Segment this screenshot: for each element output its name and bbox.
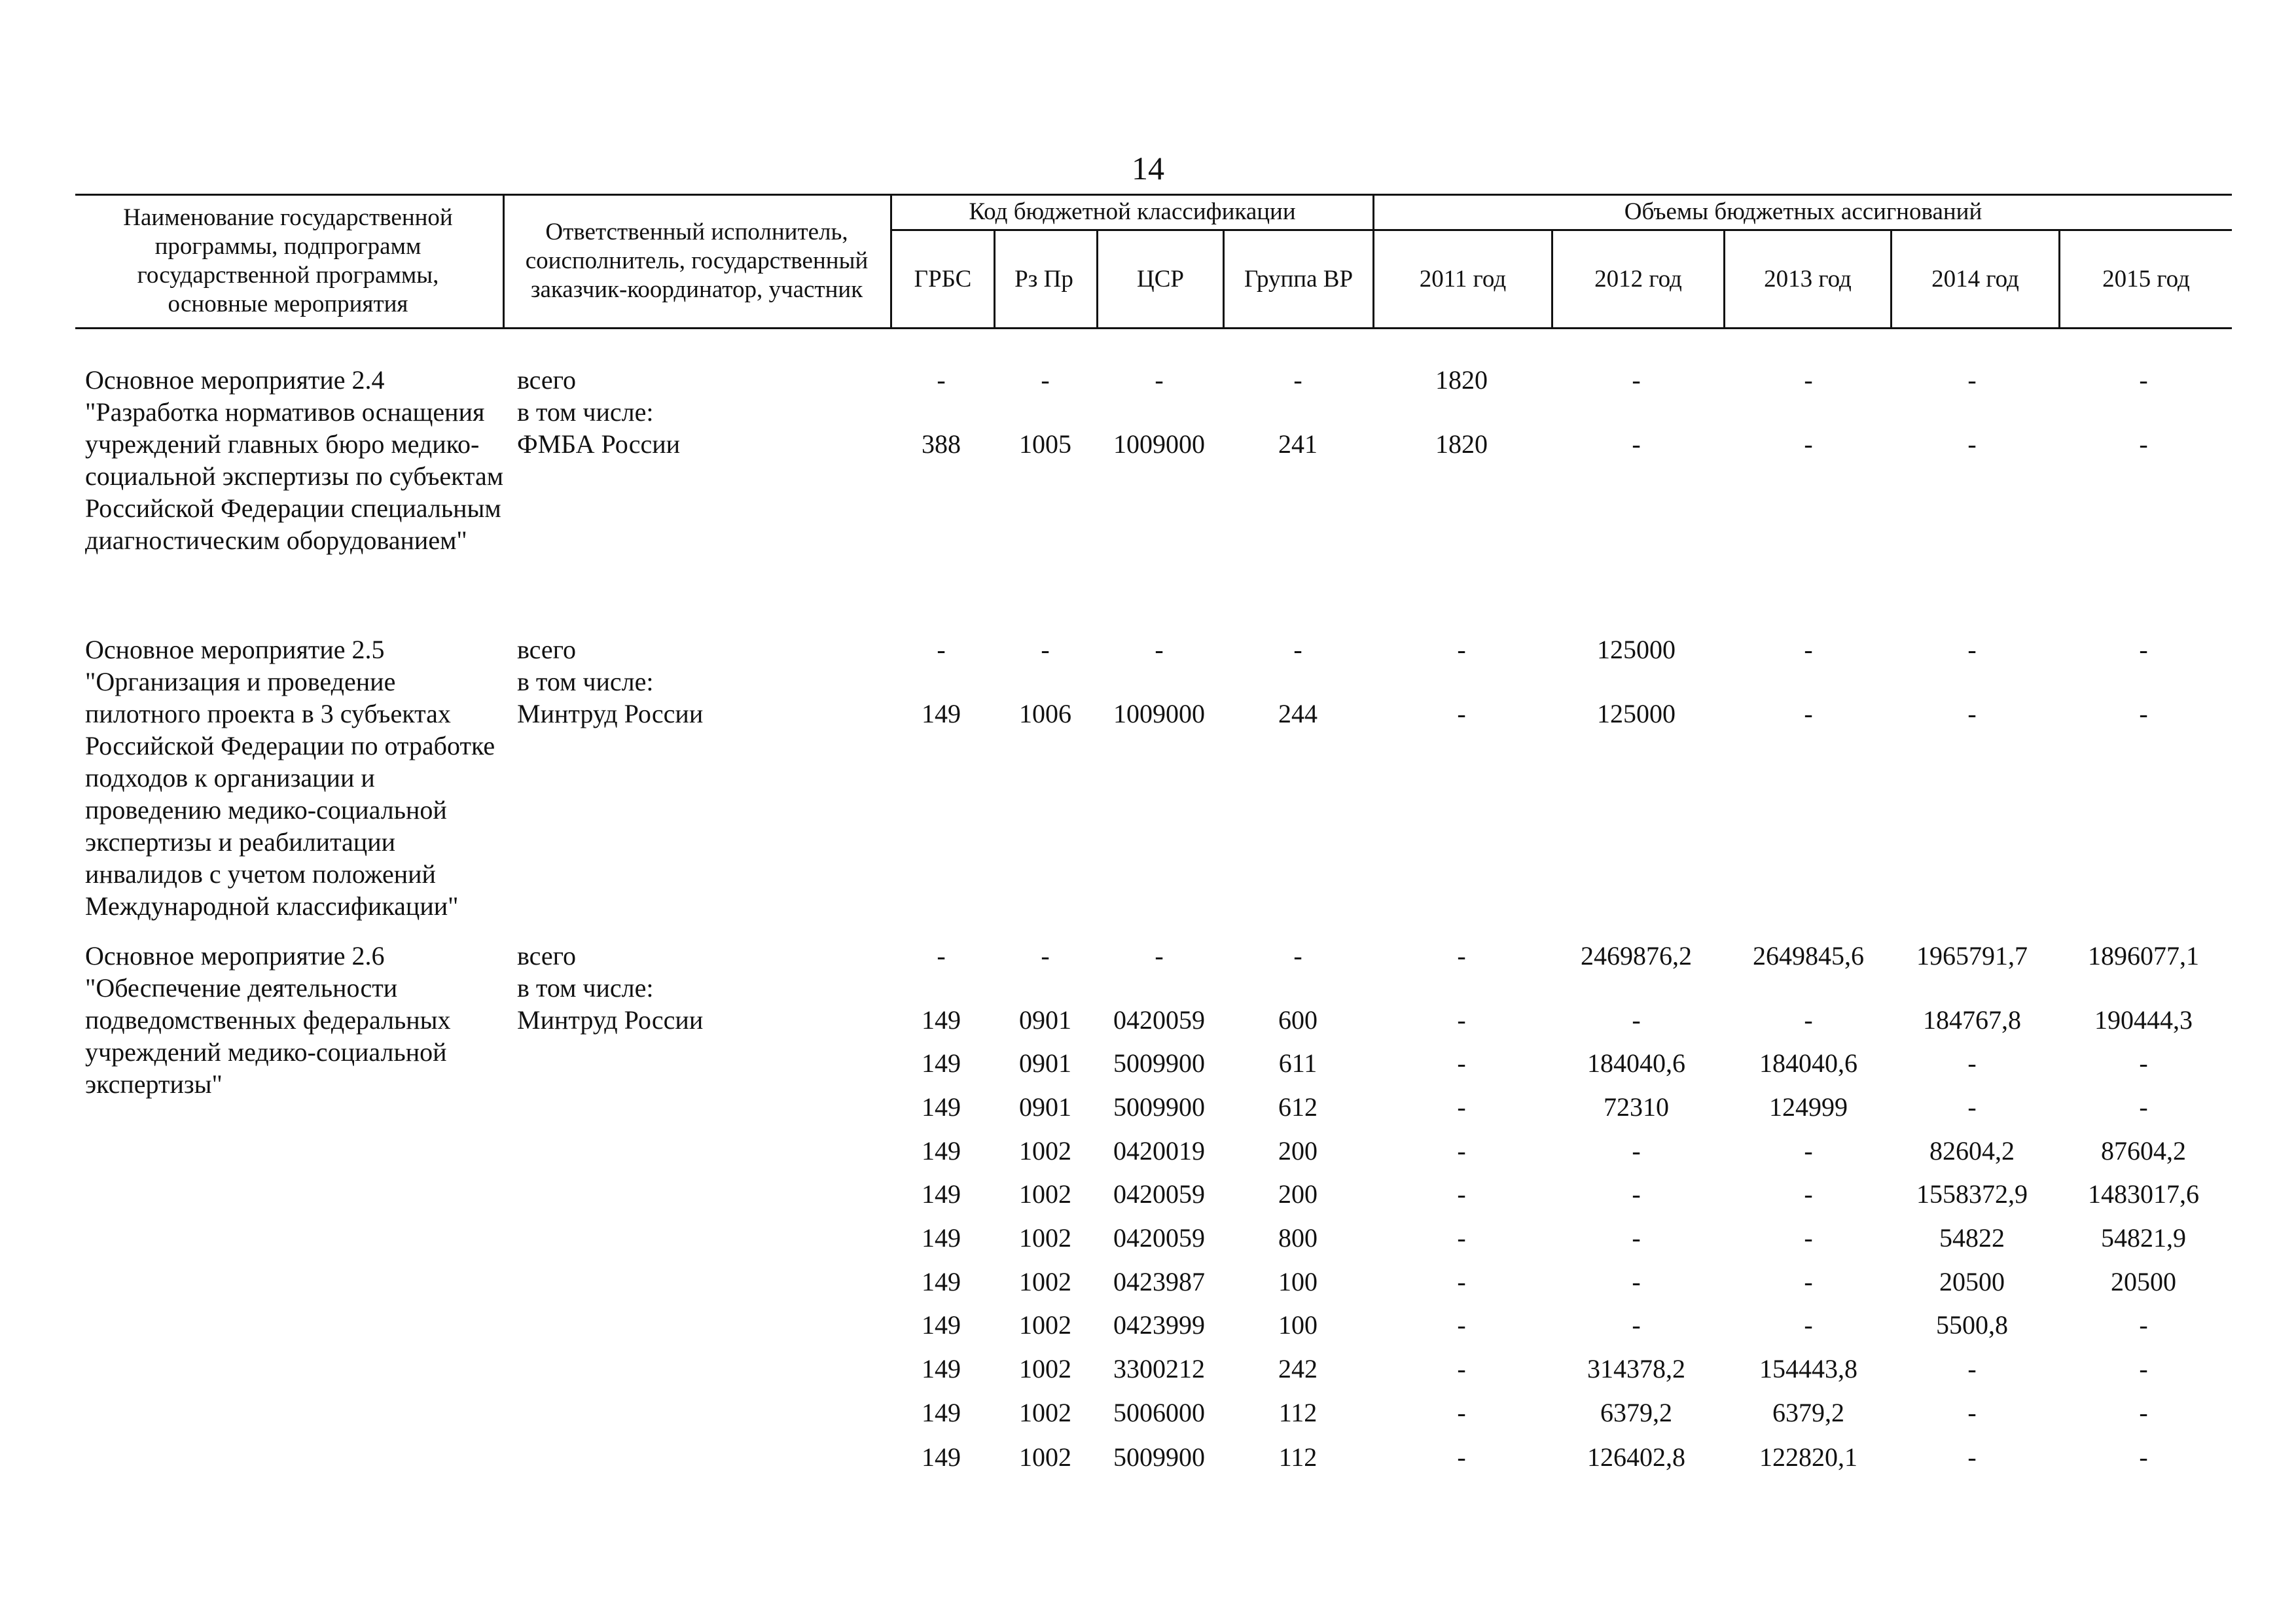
cell-y2013: 2649845,6 (1753, 941, 1864, 971)
cell-csr: 0423987 (1113, 1267, 1205, 1296)
cell-group-vr: 800 (1278, 1223, 1318, 1253)
cell-grbs: 149 (922, 1442, 961, 1472)
cell-group-vr: 200 (1278, 1179, 1318, 1209)
cell-y2013: - (1804, 1179, 1813, 1209)
cell-y2013: - (1804, 1136, 1813, 1166)
cell-y2013: - (1804, 1310, 1813, 1340)
executor-line: всего (517, 941, 577, 971)
cell-y2014: 184767,8 (1923, 1005, 2021, 1035)
cell-grbs: 149 (922, 1267, 961, 1296)
cell-y2012: - (1632, 1310, 1641, 1340)
cell-rzpr: 1002 (1019, 1179, 1071, 1209)
cell-group-vr: - (1293, 635, 1302, 664)
cell-y2014: 5500,8 (1936, 1310, 2008, 1340)
cell-grbs: 149 (922, 1310, 961, 1340)
cell-y2011: - (1457, 1223, 1466, 1253)
cell-y2013: 122820,1 (1759, 1442, 1857, 1472)
cell-group-vr: 242 (1278, 1354, 1318, 1383)
cell-y2013: 124999 (1769, 1092, 1848, 1122)
cell-group-vr: 112 (1278, 1398, 1318, 1427)
cell-y2011: - (1457, 1136, 1466, 1166)
header-volumes: Объемы бюджетных ассигнований (1624, 198, 1982, 225)
cell-y2015: - (2139, 429, 2148, 459)
cell-csr: 5009900 (1113, 1092, 1205, 1122)
cell-y2015: - (2139, 1310, 2148, 1340)
cell-y2015: - (2139, 365, 2148, 395)
cell-y2011: - (1457, 699, 1466, 728)
executor-line: в том числе: (517, 667, 654, 696)
cell-y2012: 314378,2 (1587, 1354, 1685, 1383)
cell-y2012: 125000 (1597, 699, 1676, 728)
header-executor: Ответственный исполнитель, соисполнитель, государственный заказчик-координатор, участник (525, 219, 869, 303)
cell-rzpr: 1002 (1019, 1310, 1071, 1340)
cell-y2014: - (1967, 365, 1977, 395)
cell-y2013: - (1804, 429, 1813, 459)
cell-rzpr: 1002 (1019, 1354, 1071, 1383)
cell-rzpr: 1002 (1019, 1136, 1071, 1166)
measure-name: Основное мероприятие 2.4 "Разработка нормативов оснащения учреждений главных бюро медико-социальной экспертизы по субъектам Российской Федерации специальным диагностическим оборудованием" (85, 365, 504, 555)
cell-y2011: - (1457, 941, 1466, 971)
header-divider (994, 229, 996, 329)
cell-rzpr: 0901 (1019, 1048, 1071, 1078)
cell-y2013: - (1804, 365, 1813, 395)
cell-y2014: 20500 (1939, 1267, 2005, 1296)
cell-group-vr: 100 (1278, 1267, 1318, 1296)
cell-y2012: - (1632, 1223, 1641, 1253)
cell-group-vr: 112 (1278, 1442, 1318, 1472)
cell-csr: 0423999 (1113, 1310, 1205, 1340)
cell-y2011: - (1457, 1310, 1466, 1340)
cell-y2014: - (1967, 1398, 1977, 1427)
cell-grbs: 149 (922, 699, 961, 728)
cell-rzpr: 1002 (1019, 1442, 1071, 1472)
header-name: Наименование государственной программы, подпрограмм государственной программы, основные мероприятия (123, 204, 453, 317)
cell-y2012: - (1632, 429, 1641, 459)
cell-y2014: - (1967, 1048, 1977, 1078)
cell-group-vr: 612 (1278, 1092, 1318, 1122)
executor-line: Минтруд России (517, 1005, 704, 1035)
cell-grbs: - (937, 941, 946, 971)
cell-y2012: 125000 (1597, 635, 1676, 664)
cell-csr: 0420059 (1113, 1005, 1205, 1035)
cell-y2011: 1820 (1435, 429, 1488, 459)
cell-y2011: - (1457, 1354, 1466, 1383)
cell-csr: - (1155, 635, 1164, 664)
cell-y2013: 184040,6 (1759, 1048, 1857, 1078)
cell-y2015: 190444,3 (2094, 1005, 2193, 1035)
cell-grbs: 149 (922, 1092, 961, 1122)
cell-y2013: - (1804, 1005, 1813, 1035)
cell-y2015: 1483017,6 (2088, 1179, 2199, 1209)
cell-y2014: 82604,2 (1929, 1136, 2015, 1166)
measure-name: Основное мероприятие 2.5 "Организация и проведение пилотного проекта в 3 субъектах Российской Федерации по отработке подходов к организации и проведению медико-социальной экспертизы и реабилитации инвалидов с учетом положений Международной классификации" (85, 635, 495, 921)
cell-group-vr: - (1293, 941, 1302, 971)
cell-y2015: 54821,9 (2101, 1223, 2186, 1253)
header-rzpr: Рз Пр (1014, 265, 1073, 293)
cell-rzpr: - (1041, 941, 1050, 971)
header-group-vr: Группа ВР (1244, 265, 1354, 293)
cell-y2012: 72310 (1604, 1092, 1669, 1122)
header-bottom-rule (75, 327, 2232, 329)
cell-y2012: - (1632, 1136, 1641, 1166)
cell-y2012: - (1632, 1267, 1641, 1296)
executor-line: ФМБА России (517, 429, 681, 459)
cell-csr: 5009900 (1113, 1442, 1205, 1472)
cell-y2012: - (1632, 1005, 1641, 1035)
cell-grbs: 149 (922, 1223, 961, 1253)
measure-name: Основное мероприятие 2.6 "Обеспечение деятельности подведомственных федеральных учреждений медико-социальной экспертизы" (85, 941, 451, 1099)
cell-csr: - (1155, 941, 1164, 971)
cell-csr: 5009900 (1113, 1048, 1205, 1078)
header-grbs: ГРБС (914, 265, 972, 293)
cell-y2015: 87604,2 (2101, 1136, 2186, 1166)
executor-line: в том числе: (517, 973, 654, 1003)
cell-y2012: 6379,2 (1600, 1398, 1672, 1427)
cell-rzpr: 1002 (1019, 1398, 1071, 1427)
header-2012: 2012 год (1594, 265, 1682, 293)
cell-y2014: - (1967, 1092, 1977, 1122)
cell-grbs: 388 (922, 429, 961, 459)
cell-y2011: 1820 (1435, 365, 1488, 395)
cell-y2015: - (2139, 1354, 2148, 1383)
cell-y2014: - (1967, 699, 1977, 728)
cell-y2015: - (2139, 635, 2148, 664)
cell-rzpr: 1002 (1019, 1267, 1071, 1296)
cell-csr: - (1155, 365, 1164, 395)
cell-y2011: - (1457, 635, 1466, 664)
cell-y2013: - (1804, 1223, 1813, 1253)
cell-y2011: - (1457, 1048, 1466, 1078)
cell-y2011: - (1457, 1442, 1466, 1472)
cell-rzpr: 0901 (1019, 1092, 1071, 1122)
cell-y2012: - (1632, 365, 1641, 395)
cell-y2015: 1896077,1 (2088, 941, 2199, 971)
cell-y2012: 2469876,2 (1581, 941, 1692, 971)
cell-y2013: 154443,8 (1759, 1354, 1857, 1383)
cell-grbs: 149 (922, 1354, 961, 1383)
executor-line: всего (517, 635, 577, 664)
cell-y2011: - (1457, 1398, 1466, 1427)
cell-rzpr: 0901 (1019, 1005, 1071, 1035)
executor-line: всего (517, 365, 577, 395)
cell-y2015: - (2139, 1092, 2148, 1122)
cell-group-vr: 241 (1278, 429, 1318, 459)
cell-y2012: - (1632, 1179, 1641, 1209)
cell-rzpr: - (1041, 635, 1050, 664)
cell-group-vr: 600 (1278, 1005, 1318, 1035)
cell-group-vr: 611 (1278, 1048, 1318, 1078)
cell-csr: 1009000 (1113, 699, 1205, 728)
cell-group-vr: - (1293, 365, 1302, 395)
cell-group-vr: 244 (1278, 699, 1318, 728)
cell-y2011: - (1457, 1267, 1466, 1296)
header-csr: ЦСР (1137, 265, 1184, 293)
executor-line: Минтруд России (517, 699, 704, 728)
cell-rzpr: 1005 (1019, 429, 1071, 459)
cell-y2014: - (1967, 1442, 1977, 1472)
header-budget-code: Код бюджетной классификации (969, 198, 1296, 225)
cell-y2014: 1965791,7 (1916, 941, 2028, 971)
cell-rzpr: 1006 (1019, 699, 1071, 728)
cell-y2011: - (1457, 1005, 1466, 1035)
cell-grbs: 149 (922, 1136, 961, 1166)
header-divider (503, 194, 505, 329)
cell-csr: 3300212 (1113, 1354, 1205, 1383)
cell-y2014: 1558372,9 (1916, 1179, 2028, 1209)
page-number: 14 (1132, 150, 1164, 187)
header-2015: 2015 год (2102, 265, 2190, 293)
cell-y2012: 184040,6 (1587, 1048, 1685, 1078)
cell-grbs: - (937, 365, 946, 395)
cell-y2015: - (2139, 1398, 2148, 1427)
cell-csr: 0420059 (1113, 1179, 1205, 1209)
header-2011: 2011 год (1419, 265, 1507, 293)
cell-rzpr: - (1041, 365, 1050, 395)
cell-y2015: - (2139, 1048, 2148, 1078)
cell-grbs: 149 (922, 1048, 961, 1078)
cell-y2015: - (2139, 1442, 2148, 1472)
cell-y2015: 20500 (2111, 1267, 2176, 1296)
executor-line: в том числе: (517, 397, 654, 427)
cell-csr: 1009000 (1113, 429, 1205, 459)
cell-y2013: - (1804, 699, 1813, 728)
cell-grbs: 149 (922, 1398, 961, 1427)
cell-y2014: 54822 (1939, 1223, 2005, 1253)
cell-y2014: - (1967, 635, 1977, 664)
cell-y2013: 6379,2 (1772, 1398, 1844, 1427)
cell-y2011: - (1457, 1179, 1466, 1209)
cell-group-vr: 200 (1278, 1136, 1318, 1166)
cell-y2015: - (2139, 699, 2148, 728)
cell-group-vr: 100 (1278, 1310, 1318, 1340)
header-2014: 2014 год (1931, 265, 2019, 293)
cell-grbs: 149 (922, 1005, 961, 1035)
header-2013: 2013 год (1764, 265, 1852, 293)
cell-y2013: - (1804, 1267, 1813, 1296)
cell-csr: 0420019 (1113, 1136, 1205, 1166)
cell-y2011: - (1457, 1092, 1466, 1122)
cell-y2012: 126402,8 (1587, 1442, 1685, 1472)
cell-grbs: - (937, 635, 946, 664)
cell-y2013: - (1804, 635, 1813, 664)
cell-rzpr: 1002 (1019, 1223, 1071, 1253)
cell-y2014: - (1967, 1354, 1977, 1383)
cell-grbs: 149 (922, 1179, 961, 1209)
cell-csr: 5006000 (1113, 1398, 1205, 1427)
cell-csr: 0420059 (1113, 1223, 1205, 1253)
cell-y2014: - (1967, 429, 1977, 459)
